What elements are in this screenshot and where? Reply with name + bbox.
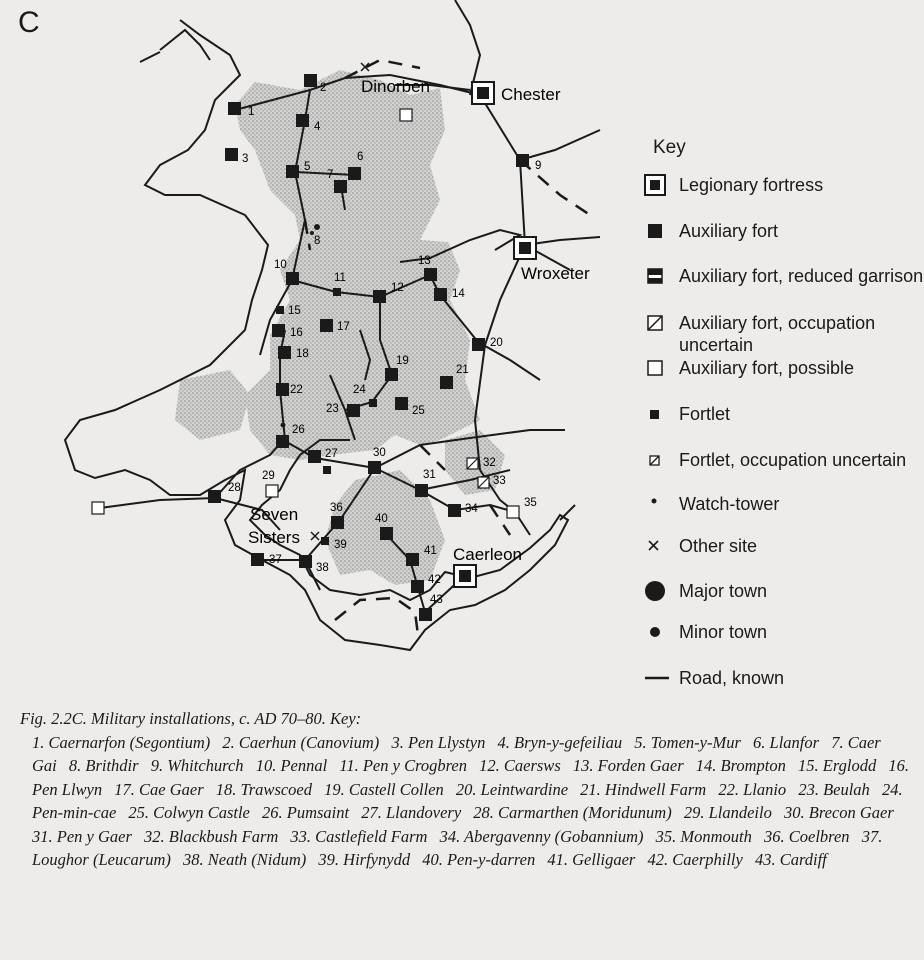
site-22-marker bbox=[276, 383, 289, 396]
site-37-marker bbox=[251, 553, 264, 566]
caption-entry: 35. Monmouth bbox=[655, 826, 752, 846]
caption-entry: 7. Caer Gai bbox=[32, 732, 881, 775]
caption-entry: 20. Leintwardine bbox=[455, 779, 569, 799]
auxiliary-fort-possible-icon bbox=[643, 357, 679, 379]
key-item-auxiliary-fort bbox=[643, 220, 924, 242]
key-item-auxiliary-fort-uncertain bbox=[643, 312, 924, 356]
site-number-21: 21 bbox=[456, 364, 469, 376]
caption-entries bbox=[20, 731, 915, 872]
site-26-marker bbox=[276, 435, 289, 448]
key-label: Legionary fortress bbox=[679, 175, 824, 195]
site-17-marker bbox=[320, 319, 333, 332]
caption-entry: 27. Llandovery bbox=[361, 803, 462, 822]
caption-entry: 18. Trawscoed bbox=[215, 779, 313, 799]
site-number-4: 4 bbox=[314, 121, 321, 133]
site-31-marker bbox=[415, 484, 428, 497]
caption-entry: 23. Beulah bbox=[798, 779, 870, 799]
site-number-22: 22 bbox=[290, 384, 303, 396]
label-chester: Chester bbox=[501, 85, 561, 104]
caption-entry: 2. Caerhun (Canovium) bbox=[222, 732, 380, 752]
key-item-minor-town bbox=[643, 621, 924, 643]
site-number-13: 13 bbox=[418, 255, 431, 267]
caption-entry: 14. Brompton bbox=[695, 756, 786, 775]
key-item-auxiliary-fort-possible bbox=[643, 357, 924, 379]
caption-entry: 8. Brithdir bbox=[68, 756, 139, 775]
site-38-marker bbox=[299, 555, 312, 568]
site-number-5: 5 bbox=[304, 161, 311, 173]
caption-entry: 40. Pen-y-darren bbox=[422, 850, 536, 869]
site-18-marker bbox=[278, 346, 291, 359]
key-label: Auxiliary fort, reduced garrison bbox=[679, 266, 924, 286]
caption-entry: 6. Llanfor bbox=[753, 732, 820, 752]
site-36-marker bbox=[331, 516, 344, 529]
caption-entry: 31. Pen y Gaer bbox=[32, 826, 132, 846]
caption-entry: 10. Pennal bbox=[255, 756, 328, 775]
caption-entry: 12. Caersws bbox=[479, 756, 561, 775]
auxiliary-fort-uncertain-icon bbox=[643, 312, 679, 334]
west-possible-marker bbox=[92, 502, 104, 514]
auxiliary-fort-icon bbox=[643, 220, 679, 242]
site-5-marker bbox=[286, 165, 299, 178]
key-label: Fortlet, occupation uncertain bbox=[679, 450, 907, 470]
watch-tower-marker bbox=[281, 423, 286, 428]
site-number-37: 37 bbox=[269, 554, 282, 566]
caption-entry: 43. Cardiff bbox=[754, 850, 827, 869]
site-number-28: 28 bbox=[228, 482, 241, 494]
site-number-2: 2 bbox=[320, 82, 327, 94]
upland-west bbox=[175, 370, 250, 440]
key-item-major-town bbox=[643, 580, 924, 602]
site-8-marker bbox=[314, 224, 320, 230]
site-number-18: 18 bbox=[296, 348, 309, 360]
site-number-19: 19 bbox=[396, 355, 409, 367]
site-11-marker bbox=[333, 288, 341, 296]
site-14-marker bbox=[434, 288, 447, 301]
caption-entry: 19. Castell Collen bbox=[324, 779, 444, 799]
site-number-12: 12 bbox=[391, 282, 404, 294]
caption-entry: 11. Pen y Crogbren bbox=[339, 756, 468, 775]
caption-entry: 36. Coelbren bbox=[764, 826, 850, 846]
legionary-fortress-icon bbox=[643, 174, 679, 196]
site-number-33: 33 bbox=[493, 475, 506, 487]
caption-entry: 5. Tomen-y-Mur bbox=[634, 732, 741, 752]
key-title: Key bbox=[653, 137, 686, 158]
caption-entry: 15. Erglodd bbox=[798, 756, 877, 775]
caption-entry: 32. Blackbush Farm bbox=[144, 826, 279, 846]
site-25-marker bbox=[395, 397, 408, 410]
site-number-17: 17 bbox=[337, 321, 350, 333]
label-seven-sisters-1: Seven bbox=[250, 505, 299, 524]
caption-entry: 21. Hindwell Farm bbox=[580, 779, 707, 799]
caption-entry: 34. Abergavenny (Gobannium) bbox=[439, 826, 644, 846]
auxiliary-fort-reduced-icon bbox=[643, 265, 679, 287]
key-label: Watch-tower bbox=[679, 494, 780, 514]
site-4-marker bbox=[296, 114, 309, 127]
key-label: Minor town bbox=[679, 622, 768, 642]
caption-entry: 9. Whitchurch bbox=[150, 756, 244, 775]
site-23-marker bbox=[347, 404, 360, 417]
site-number-20: 20 bbox=[490, 337, 503, 349]
fortlet-uncertain-icon bbox=[643, 449, 679, 471]
caerleon-marker-core bbox=[459, 570, 471, 582]
caption-entry: 41. Gelligaer bbox=[547, 850, 636, 869]
chester-marker-core bbox=[477, 87, 489, 99]
site-number-29: 29 bbox=[262, 470, 275, 482]
key-item-legionary-fortress bbox=[643, 174, 924, 196]
site-number-32: 32 bbox=[483, 457, 496, 469]
watch-tower-icon bbox=[643, 493, 679, 515]
site-43-marker bbox=[419, 608, 432, 621]
site-number-30: 30 bbox=[373, 447, 386, 459]
label-seven-sisters-2: Sisters bbox=[248, 528, 300, 547]
site-15-marker bbox=[276, 306, 284, 314]
key-label: Auxiliary fort, occupation uncertain bbox=[679, 313, 876, 355]
site-39-marker bbox=[321, 537, 329, 545]
site-number-8: 8 bbox=[314, 235, 321, 247]
site-number-10: 10 bbox=[274, 259, 287, 271]
site-28-marker bbox=[208, 490, 221, 503]
caption-entry: 28. Carmarthen (Moridunum) bbox=[473, 803, 672, 822]
key-label: Auxiliary fort, possible bbox=[679, 358, 855, 378]
site-number-27: 27 bbox=[325, 448, 338, 460]
caption-entry: 42. Caerphilly bbox=[647, 850, 743, 869]
figure-caption bbox=[20, 707, 915, 872]
caption-entry: 33. Castlefield Farm bbox=[290, 826, 428, 846]
site-7-marker bbox=[334, 180, 347, 193]
site-number-14: 14 bbox=[452, 288, 465, 300]
key-label: Road, known bbox=[679, 668, 785, 688]
key-item-other-site bbox=[643, 535, 924, 557]
site-number-41: 41 bbox=[424, 545, 437, 557]
caption-entry: 26. Pumsaint bbox=[262, 803, 350, 822]
caption-entry: 25. Colwyn Castle bbox=[128, 803, 250, 822]
caption-entry: 29. Llandeilo bbox=[683, 803, 772, 822]
fortlet-icon bbox=[643, 403, 679, 425]
site-number-7: 7 bbox=[327, 169, 334, 181]
minor-town-icon bbox=[643, 621, 679, 643]
key-item-fortlet-uncertain bbox=[643, 449, 924, 471]
label-dinorben: Dinorben bbox=[361, 77, 430, 96]
key-label: Other site bbox=[679, 536, 758, 556]
caption-entry: 38. Neath (Nidum) bbox=[183, 850, 307, 869]
key-item-road-known bbox=[643, 667, 924, 689]
caption-title: Fig. 2.2C. Military installations, c. AD 70–80. Key: bbox=[20, 709, 362, 728]
site-30-marker bbox=[368, 461, 381, 474]
site-35-marker bbox=[507, 506, 519, 518]
label-wroxeter: Wroxeter bbox=[521, 264, 590, 283]
caption-entry: 17. Cae Gaer bbox=[114, 779, 204, 799]
site-19-marker bbox=[385, 368, 398, 381]
caption-entry: 1. Caernarfon (Segontium) bbox=[32, 732, 211, 752]
caption-entry: 39. Hirfynydd bbox=[318, 850, 411, 869]
site-6-marker bbox=[348, 167, 361, 180]
site-12-marker bbox=[373, 290, 386, 303]
site-41-marker bbox=[406, 553, 419, 566]
caption-entry: 37. Loughor (Leucarum) bbox=[32, 826, 883, 869]
key-label: Major town bbox=[679, 581, 768, 601]
site-1-marker bbox=[228, 102, 241, 115]
site-2-marker bbox=[304, 74, 317, 87]
site-number-43: 43 bbox=[430, 594, 443, 606]
site-number-35: 35 bbox=[524, 497, 537, 509]
site-number-16: 16 bbox=[290, 327, 303, 339]
other-site-icon bbox=[643, 535, 679, 557]
site-number-6: 6 bbox=[357, 151, 364, 163]
site-number-31: 31 bbox=[423, 469, 436, 481]
caption-entry: 22. Llanio bbox=[718, 779, 787, 799]
key-item-watch-tower bbox=[643, 493, 924, 515]
key-item-auxiliary-fort-reduced bbox=[643, 265, 924, 287]
caption-entry: 24. Pen-min-cae bbox=[32, 779, 903, 822]
site-42-marker bbox=[411, 580, 424, 593]
caption-entry: 16. Pen Llwyn bbox=[32, 756, 909, 799]
site-16-marker bbox=[272, 324, 285, 337]
road-known-icon bbox=[643, 667, 679, 689]
panel-letter: C bbox=[18, 6, 40, 39]
label-caerleon: Caerleon bbox=[453, 545, 522, 564]
site-number-34: 34 bbox=[465, 503, 478, 515]
caption-entry: 13. Forden Gaer bbox=[572, 756, 684, 775]
site-number-11: 11 bbox=[334, 272, 346, 284]
site-10-marker bbox=[286, 272, 299, 285]
caption-entry: 4. Bryn-y-gefeiliau bbox=[497, 732, 623, 752]
site-27-marker bbox=[308, 450, 321, 463]
site-number-15: 15 bbox=[288, 305, 301, 317]
site-13-marker bbox=[424, 268, 437, 281]
site-20-marker bbox=[472, 338, 485, 351]
major-town-icon bbox=[643, 580, 679, 602]
site-number-36: 36 bbox=[330, 502, 343, 514]
key-label: Auxiliary fort bbox=[679, 221, 779, 241]
upland-core bbox=[235, 70, 480, 460]
key-label: Fortlet bbox=[679, 404, 731, 424]
site-number-1: 1 bbox=[248, 106, 255, 118]
site-number-9: 9 bbox=[535, 160, 542, 172]
site-24-marker bbox=[369, 399, 377, 407]
site-3-marker bbox=[225, 148, 238, 161]
site-number-26: 26 bbox=[292, 424, 305, 436]
site-29-marker bbox=[266, 485, 278, 497]
site-9-marker bbox=[516, 154, 529, 167]
site-number-3: 3 bbox=[242, 153, 249, 165]
site-number-24: 24 bbox=[353, 384, 366, 396]
dinorben-marker bbox=[400, 109, 412, 121]
site-40-marker bbox=[380, 527, 393, 540]
site-number-23: 23 bbox=[326, 403, 339, 415]
caption-entry: 30. Brecon Gaer bbox=[783, 803, 894, 822]
wroxeter-marker-core bbox=[519, 242, 531, 254]
key-item-fortlet bbox=[643, 403, 924, 425]
site-number-25: 25 bbox=[412, 405, 425, 417]
site-27b-marker bbox=[323, 466, 331, 474]
site-number-38: 38 bbox=[316, 562, 329, 574]
caption-entry: 3. Pen Llystyn bbox=[391, 732, 486, 752]
site-21-marker bbox=[440, 376, 453, 389]
site-34-marker bbox=[448, 504, 461, 517]
site-number-39: 39 bbox=[334, 539, 347, 551]
site-number-40: 40 bbox=[375, 513, 388, 525]
site-number-42: 42 bbox=[428, 574, 441, 586]
